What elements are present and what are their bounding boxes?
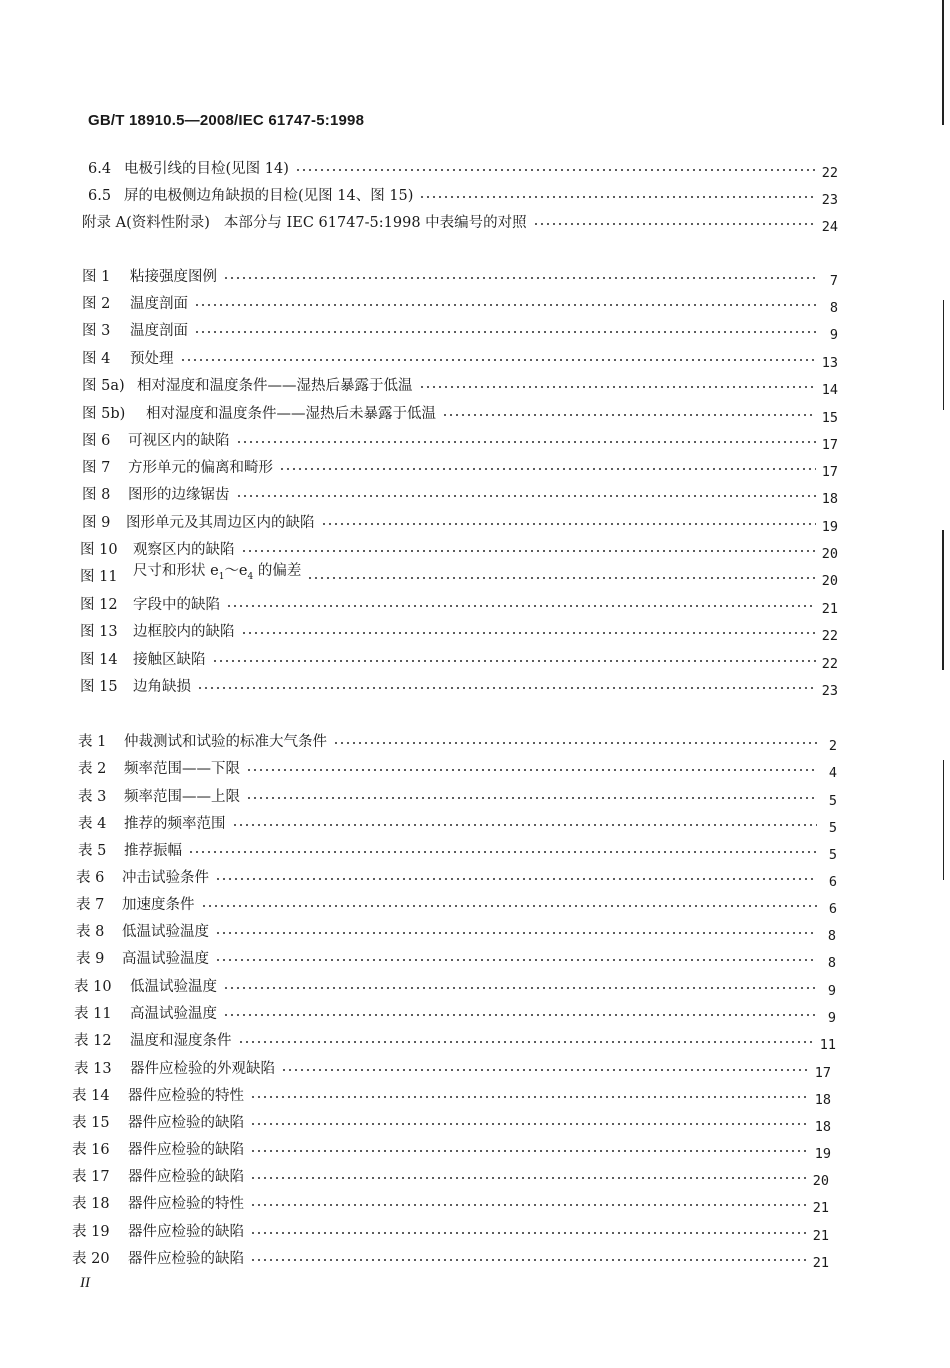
page-number-roman: II <box>80 1275 90 1291</box>
toc-title: 频率范围——上限 <box>124 789 240 805</box>
toc-page-number: 18 <box>814 1092 831 1108</box>
toc-entry-table[interactable] <box>78 840 837 862</box>
toc-title: 器件应检验的特性 <box>128 1088 244 1104</box>
toc-label: 图 4 <box>82 351 111 367</box>
toc-page-number: 5 <box>828 820 837 836</box>
leader-dots <box>223 1012 816 1018</box>
toc-label: 表 17 <box>72 1169 110 1185</box>
toc-label: 表 12 <box>74 1033 112 1049</box>
toc-page-number: 23 <box>821 192 838 208</box>
toc-entry-figure[interactable] <box>82 266 838 288</box>
toc-page-number: 20 <box>812 1173 829 1189</box>
toc-entry-clause[interactable] <box>88 158 838 180</box>
leader-dots <box>281 1067 809 1073</box>
toc-entry-table[interactable] <box>76 948 836 970</box>
toc-title: 温度剖面 <box>130 323 188 339</box>
toc-title: 边角缺损 <box>133 679 191 695</box>
toc-page-number: 18 <box>821 491 838 507</box>
leader-dots <box>238 1039 814 1045</box>
leader-dots <box>223 275 818 281</box>
toc-title: 高温试验温度 <box>122 951 209 967</box>
toc-entry-table[interactable] <box>72 1112 831 1134</box>
leader-dots <box>295 167 816 173</box>
toc-title: 低温试验温度 <box>122 924 209 940</box>
toc-page-number: 6 <box>828 874 837 890</box>
toc-label: 表 1 <box>78 734 107 750</box>
toc-page-number: 11 <box>819 1037 836 1053</box>
toc-label: 表 20 <box>72 1251 110 1267</box>
toc-entry-table[interactable] <box>76 921 836 943</box>
leader-dots <box>250 1175 807 1181</box>
toc-entry-figure[interactable] <box>80 539 838 561</box>
toc-entry-clause[interactable] <box>88 185 838 207</box>
toc-title: 字段中的缺陷 <box>133 597 220 613</box>
toc-page-number: 8 <box>829 300 838 316</box>
leader-dots <box>250 1257 807 1263</box>
toc-label: 图 5b) <box>82 406 126 422</box>
toc-title: 接触区缺陷 <box>133 652 206 668</box>
toc-label: 图 1 <box>82 269 111 285</box>
toc-title: 器件应检验的缺陷 <box>128 1169 244 1185</box>
toc-label: 表 7 <box>76 897 105 913</box>
toc-page-number: 7 <box>829 273 838 289</box>
toc-page-number: 20 <box>821 573 838 589</box>
toc-entry-table[interactable] <box>76 867 837 889</box>
toc-title: 频率范围——下限 <box>124 761 240 777</box>
toc-page-number: 17 <box>814 1065 831 1081</box>
toc-title: 尺寸和形状 $e_1\sim e_4$ 的偏差 <box>133 563 302 582</box>
toc-entry-table[interactable] <box>78 813 837 835</box>
toc-entry-figure[interactable] <box>82 348 838 370</box>
toc-label: 图 8 <box>82 487 111 503</box>
toc-page-number: 20 <box>821 546 838 562</box>
toc-title: 本部分与 IEC 61747-5:1998 中表编号的对照 <box>223 215 527 231</box>
leader-dots <box>250 1230 807 1236</box>
toc-label: 6.4 <box>88 161 112 177</box>
leader-dots <box>197 685 816 691</box>
toc-label: 表 13 <box>74 1061 112 1077</box>
toc-entry-table[interactable] <box>72 1139 831 1161</box>
toc-entry-table[interactable] <box>72 1221 829 1243</box>
scan-edge-mark <box>942 530 944 670</box>
toc-page-number: 9 <box>829 327 838 343</box>
toc-title: 相对湿度和温度条件——湿热后暴露于低温 <box>137 378 413 394</box>
leader-dots <box>419 384 816 390</box>
toc-entry-figure[interactable] <box>80 621 838 643</box>
toc-label: 表 3 <box>78 789 107 805</box>
toc-entry-figure[interactable] <box>82 320 838 342</box>
toc-title: 图形的边缘锯齿 <box>128 487 230 503</box>
toc-title: 边框胶内的缺陷 <box>133 624 235 640</box>
leader-dots <box>180 357 816 363</box>
toc-title: 粘接强度图例 <box>130 269 217 285</box>
toc-page-number: 8 <box>827 955 836 971</box>
toc-entry-table[interactable] <box>78 731 837 753</box>
leader-dots <box>241 630 816 636</box>
toc-title: 高温试验温度 <box>130 1006 217 1022</box>
toc-title: 加速度条件 <box>122 897 195 913</box>
toc-label: 附录 A(资料性附录) <box>82 215 210 231</box>
toc-title: 仲裁测试和试验的标准大气条件 <box>124 734 327 750</box>
toc-title: 屏的电极侧边角缺损的目检(见图 14、图 15) <box>124 188 414 204</box>
leader-dots <box>246 767 817 773</box>
toc-label: 图 13 <box>80 624 118 640</box>
toc-label: 表 18 <box>72 1196 110 1212</box>
toc-entry-table[interactable] <box>78 758 837 780</box>
toc-page-number: 4 <box>828 765 837 781</box>
toc-title: 低温试验温度 <box>130 979 217 995</box>
leader-dots <box>215 876 817 882</box>
toc-entry-table[interactable] <box>74 1058 831 1080</box>
toc-page-number: 9 <box>827 1010 836 1026</box>
toc-entry-table[interactable] <box>78 786 837 808</box>
toc-entry-table[interactable] <box>74 1030 836 1052</box>
toc-entry-table[interactable] <box>74 976 836 998</box>
toc-page-number: 21 <box>812 1228 829 1244</box>
toc-title: 电极引线的目检(见图 14) <box>124 161 289 177</box>
leader-dots <box>250 1094 809 1100</box>
leader-dots <box>212 658 816 664</box>
toc-entry-figure[interactable] <box>80 594 838 616</box>
leader-dots <box>236 439 816 445</box>
toc-title: 观察区内的缺陷 <box>133 542 235 558</box>
toc-label: 图 10 <box>80 542 118 558</box>
toc-entry-figure[interactable] <box>82 403 838 425</box>
toc-label: 表 10 <box>74 979 112 995</box>
toc-entry-figure[interactable] <box>82 512 838 534</box>
toc-page-number: 17 <box>821 464 838 480</box>
toc-page-number: 6 <box>828 901 837 917</box>
leader-dots <box>232 822 818 828</box>
toc-label: 表 11 <box>74 1006 112 1022</box>
toc-title: 器件应检验的缺陷 <box>128 1115 244 1131</box>
toc-page-number: 19 <box>814 1146 831 1162</box>
toc-title: 温度剖面 <box>130 296 188 312</box>
leader-dots <box>419 194 815 200</box>
toc-title: 预处理 <box>130 351 174 367</box>
toc-page-number: 22 <box>821 628 838 644</box>
toc-label: 图 7 <box>82 460 111 476</box>
toc-label: 表 2 <box>78 761 107 777</box>
leader-dots <box>442 412 816 418</box>
toc-entry-figure[interactable] <box>82 293 838 315</box>
toc-entry-table[interactable] <box>76 894 837 916</box>
toc-label: 表 4 <box>78 816 107 832</box>
toc-page-number: 19 <box>821 519 838 535</box>
toc-entry-annex[interactable] <box>82 212 838 234</box>
leader-dots <box>215 930 816 936</box>
leader-dots <box>333 740 817 746</box>
toc-title: 器件应检验的特性 <box>128 1196 244 1212</box>
leader-dots <box>194 329 818 335</box>
toc-page-number: 14 <box>821 382 838 398</box>
leader-dots <box>215 957 816 963</box>
toc-title: 推荐的频率范围 <box>124 816 226 832</box>
leader-dots <box>307 575 815 581</box>
leader-dots <box>533 221 816 227</box>
toc-label: 表 14 <box>72 1088 110 1104</box>
toc-page-number: 8 <box>827 928 836 944</box>
toc-page-number: 18 <box>814 1119 831 1135</box>
toc-label: 图 6 <box>82 433 111 449</box>
toc-page-number: 9 <box>827 983 836 999</box>
toc-page-number: 21 <box>812 1255 829 1271</box>
toc-page-number: 22 <box>821 656 838 672</box>
toc-title: 相对湿度和温度条件——湿热后未暴露于低温 <box>146 406 436 422</box>
leader-dots <box>246 795 817 801</box>
toc-page-number: 2 <box>828 738 837 754</box>
toc-page-number: 24 <box>821 219 838 235</box>
toc-entry-figure[interactable] <box>82 484 838 506</box>
toc-title: 推荐振幅 <box>124 843 182 859</box>
toc-entry-table[interactable] <box>72 1085 831 1107</box>
toc-entry-figure[interactable] <box>80 649 838 671</box>
toc-title: 温度和湿度条件 <box>130 1033 232 1049</box>
toc-entry-figure[interactable] <box>80 676 838 698</box>
toc-page-number: 15 <box>821 410 838 426</box>
toc-label: 6.5 <box>88 188 112 204</box>
toc-label: 图 9 <box>82 515 111 531</box>
toc-entry-figure[interactable] <box>82 375 838 397</box>
toc-title: 器件应检验的外观缺陷 <box>130 1061 275 1077</box>
toc-label: 图 14 <box>80 652 118 668</box>
document-header: GB/T 18910.5—2008/IEC 61747-5:1998 <box>88 112 365 129</box>
toc-title: 可视区内的缺陷 <box>128 433 230 449</box>
toc-page-number: 13 <box>821 355 838 371</box>
toc-entry-table[interactable] <box>72 1166 829 1188</box>
leader-dots <box>241 548 816 554</box>
toc-title: 冲击试验条件 <box>122 870 209 886</box>
toc-label: 表 19 <box>72 1224 110 1240</box>
toc-entry-figure[interactable] <box>82 457 838 479</box>
leader-dots <box>201 903 818 909</box>
toc-entry-table[interactable] <box>72 1248 829 1270</box>
scan-edge-mark <box>943 760 944 880</box>
toc-label: 图 2 <box>82 296 111 312</box>
toc-entry-table[interactable] <box>74 1003 836 1025</box>
toc-title: 器件应检验的缺陷 <box>128 1142 244 1158</box>
toc-label: 图 11 <box>80 569 118 585</box>
leader-dots <box>250 1121 809 1127</box>
toc-label: 表 6 <box>76 870 105 886</box>
leader-dots <box>226 603 816 609</box>
toc-entry-table[interactable] <box>72 1193 829 1215</box>
toc-title: 图形单元及其周边区内的缺陷 <box>126 515 315 531</box>
toc-label: 表 16 <box>72 1142 110 1158</box>
toc-label: 图 12 <box>80 597 118 613</box>
toc-page-number: 23 <box>821 683 838 699</box>
leader-dots <box>194 302 818 308</box>
toc-page-number: 22 <box>821 165 838 181</box>
toc-page-number: 17 <box>821 437 838 453</box>
leader-dots <box>223 985 816 991</box>
leader-dots <box>250 1148 809 1154</box>
toc-title: 器件应检验的缺陷 <box>128 1224 244 1240</box>
leader-dots <box>250 1202 807 1208</box>
leader-dots <box>236 493 816 499</box>
toc-label: 表 5 <box>78 843 107 859</box>
toc-page-number: 5 <box>828 847 837 863</box>
toc-entry-figure[interactable] <box>82 430 838 452</box>
toc-entry-figure[interactable] <box>80 563 838 589</box>
toc-page-number: 21 <box>821 601 838 617</box>
toc-label: 表 9 <box>76 951 105 967</box>
toc-label: 图 15 <box>80 679 118 695</box>
leader-dots <box>188 849 817 855</box>
scan-edge-mark <box>942 0 944 125</box>
toc-page-number: 21 <box>812 1200 829 1216</box>
toc-label: 图 5a) <box>82 378 125 394</box>
toc-label: 表 8 <box>76 924 105 940</box>
toc-label: 图 3 <box>82 323 111 339</box>
leader-dots <box>279 466 816 472</box>
leader-dots <box>321 521 816 527</box>
toc-title: 方形单元的偏离和畸形 <box>128 460 273 476</box>
scan-edge-mark <box>943 300 944 410</box>
toc-page-number: 5 <box>828 793 837 809</box>
toc-title: 器件应检验的缺陷 <box>128 1251 244 1267</box>
toc-label: 表 15 <box>72 1115 110 1131</box>
